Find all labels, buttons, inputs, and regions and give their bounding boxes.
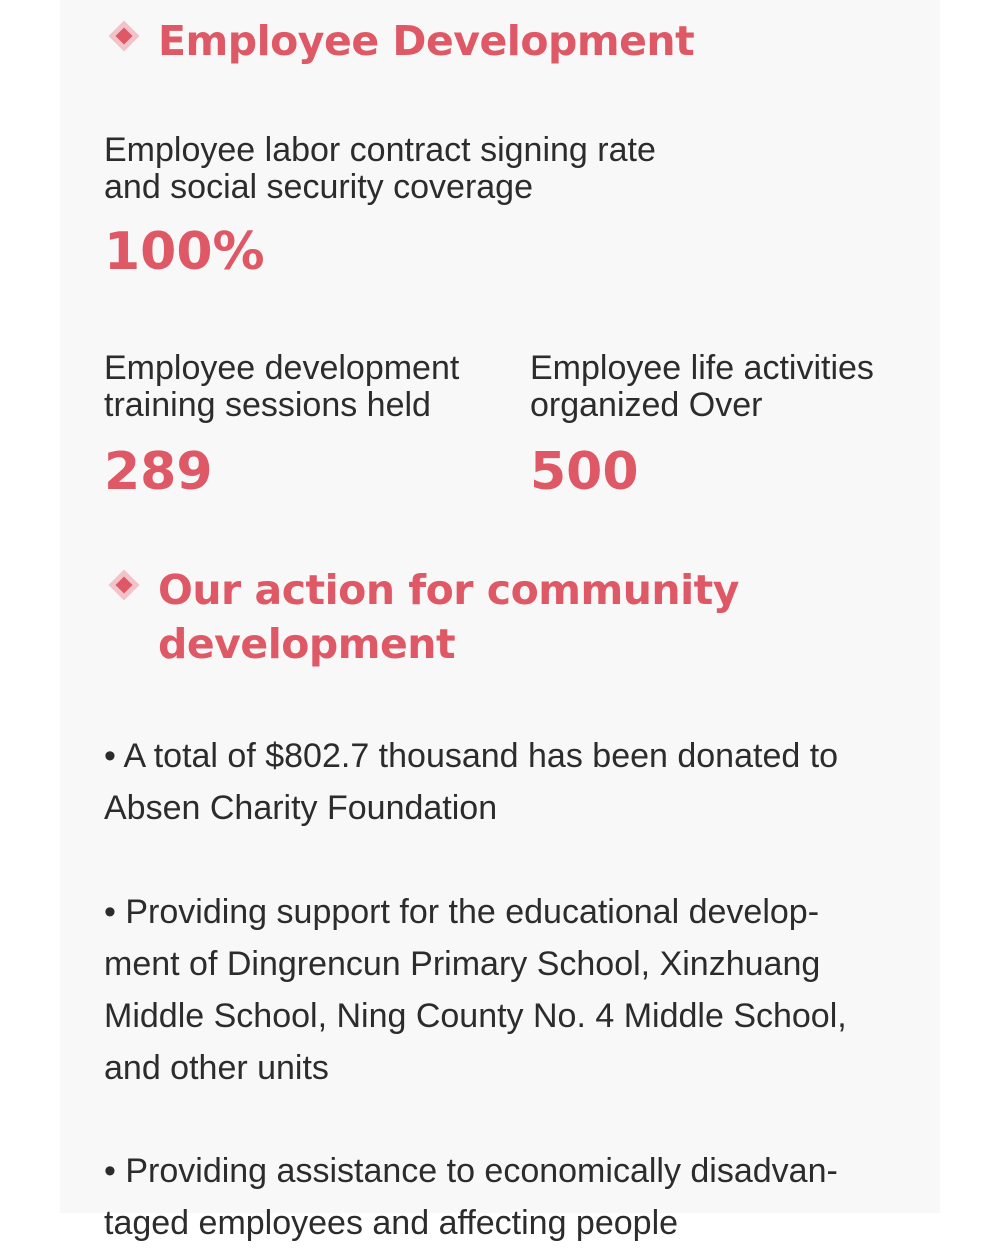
section-title-community-line2: development [158,620,456,668]
stat-label-contract: Employee labor contract signing rate and social security coverage [104,131,656,206]
stat-value-training: 289 [104,442,213,502]
section-title-employee: Employee Development [158,17,695,65]
section-header-employee [108,14,694,68]
content-card [60,0,940,1242]
stat-value-activities: 500 [530,442,639,502]
bullet-item: • Providing support for the educational develop-ment of Dingrencun Primary School, Xinzhuang Middle School, Ning County No. 4 Middle School, and other units [104,893,847,1087]
bullet-item: • Providing assistance to economically disadvan-taged employees and affecting people [104,1152,838,1242]
stat-label-activities: Employee life activities organized Over [530,349,874,424]
bullet-item: • A total of $802.7 thousand has been donated to Absen Charity Foundation [104,737,839,827]
diamond-icon [108,20,142,54]
stat-label-training: Employee development training sessions held [104,349,460,424]
section-title-community [158,563,739,671]
diamond-icon [108,569,142,603]
stat-value-contract: 100% [104,222,265,282]
section-header-community [108,563,739,671]
section-title-community-line1: Our action for community [158,566,739,614]
